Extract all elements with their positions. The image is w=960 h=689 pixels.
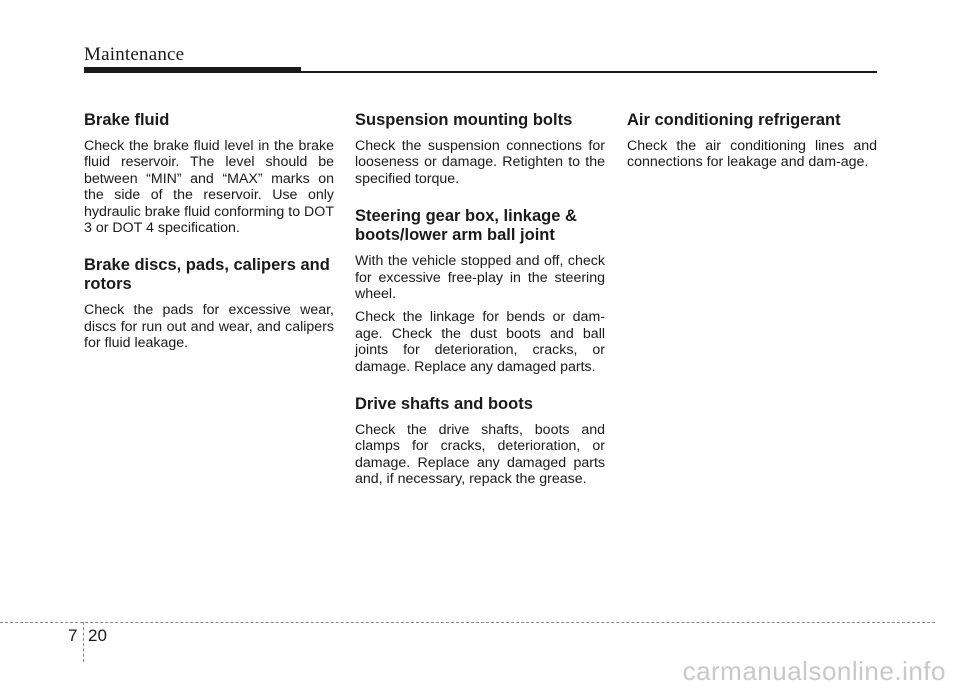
- page-header-title: Maintenance: [84, 44, 185, 65]
- page-number: 20: [88, 626, 107, 645]
- header-rule-thin: [84, 71, 877, 73]
- section-suspension-bolts: [355, 111, 605, 187]
- section-paragraph: With the vehicle stopped and off, check for excessive free-play in the steering wheel.: [355, 253, 605, 303]
- section-paragraph: Check the pads for excessive wear, discs for run out and wear, and calipers for fluid leakage.: [84, 302, 334, 352]
- footer-page-divider: [83, 622, 84, 662]
- section-brake-discs: [84, 256, 334, 351]
- section-heading: Steering gear box, linkage & boots/lower arm ball joint: [355, 207, 577, 245]
- footer-divider: [0, 622, 935, 623]
- section-brake-fluid: [84, 111, 334, 236]
- section-paragraph: Check the drive shafts, boots and clamps for cracks, deterioration, or damage. Replace any damaged parts and, if necessary, repack the grease.: [355, 422, 605, 488]
- section-drive-shafts: [355, 395, 605, 488]
- section-paragraph: Check the linkage for bends or dam-age. Check the dust boots and ball joints for deterioration, cracks, or damage. Replace any damaged parts.: [355, 309, 605, 375]
- column-1: [84, 111, 334, 372]
- column-2: [355, 111, 605, 508]
- section-heading: Air conditioning refrigerant: [627, 111, 841, 129]
- section-heading: Brake discs, pads, calipers and rotors: [84, 256, 330, 294]
- section-paragraph: Check the suspension connections for looseness or damage. Retighten to the specified torque.: [355, 138, 605, 187]
- section-heading: Suspension mounting bolts: [355, 111, 573, 129]
- chapter-number: 7: [68, 626, 78, 645]
- section-steering-gear: [355, 207, 605, 375]
- section-heading: Brake fluid: [84, 111, 170, 129]
- column-3: [627, 111, 877, 191]
- section-paragraph: Check the brake fluid level in the brake fluid reservoir. The level should be between “MIN” and “MAX” marks on the side of the reservoir. Use only hydraulic brake fluid conforming to DOT 3 or DOT 4 specification.: [84, 138, 334, 237]
- section-air-conditioning: [627, 111, 877, 171]
- section-paragraph: Check the air conditioning lines and connections for leakage and dam-age.: [627, 138, 877, 171]
- section-heading: Drive shafts and boots: [355, 395, 533, 414]
- watermark: carmanualsonline.info: [682, 656, 946, 686]
